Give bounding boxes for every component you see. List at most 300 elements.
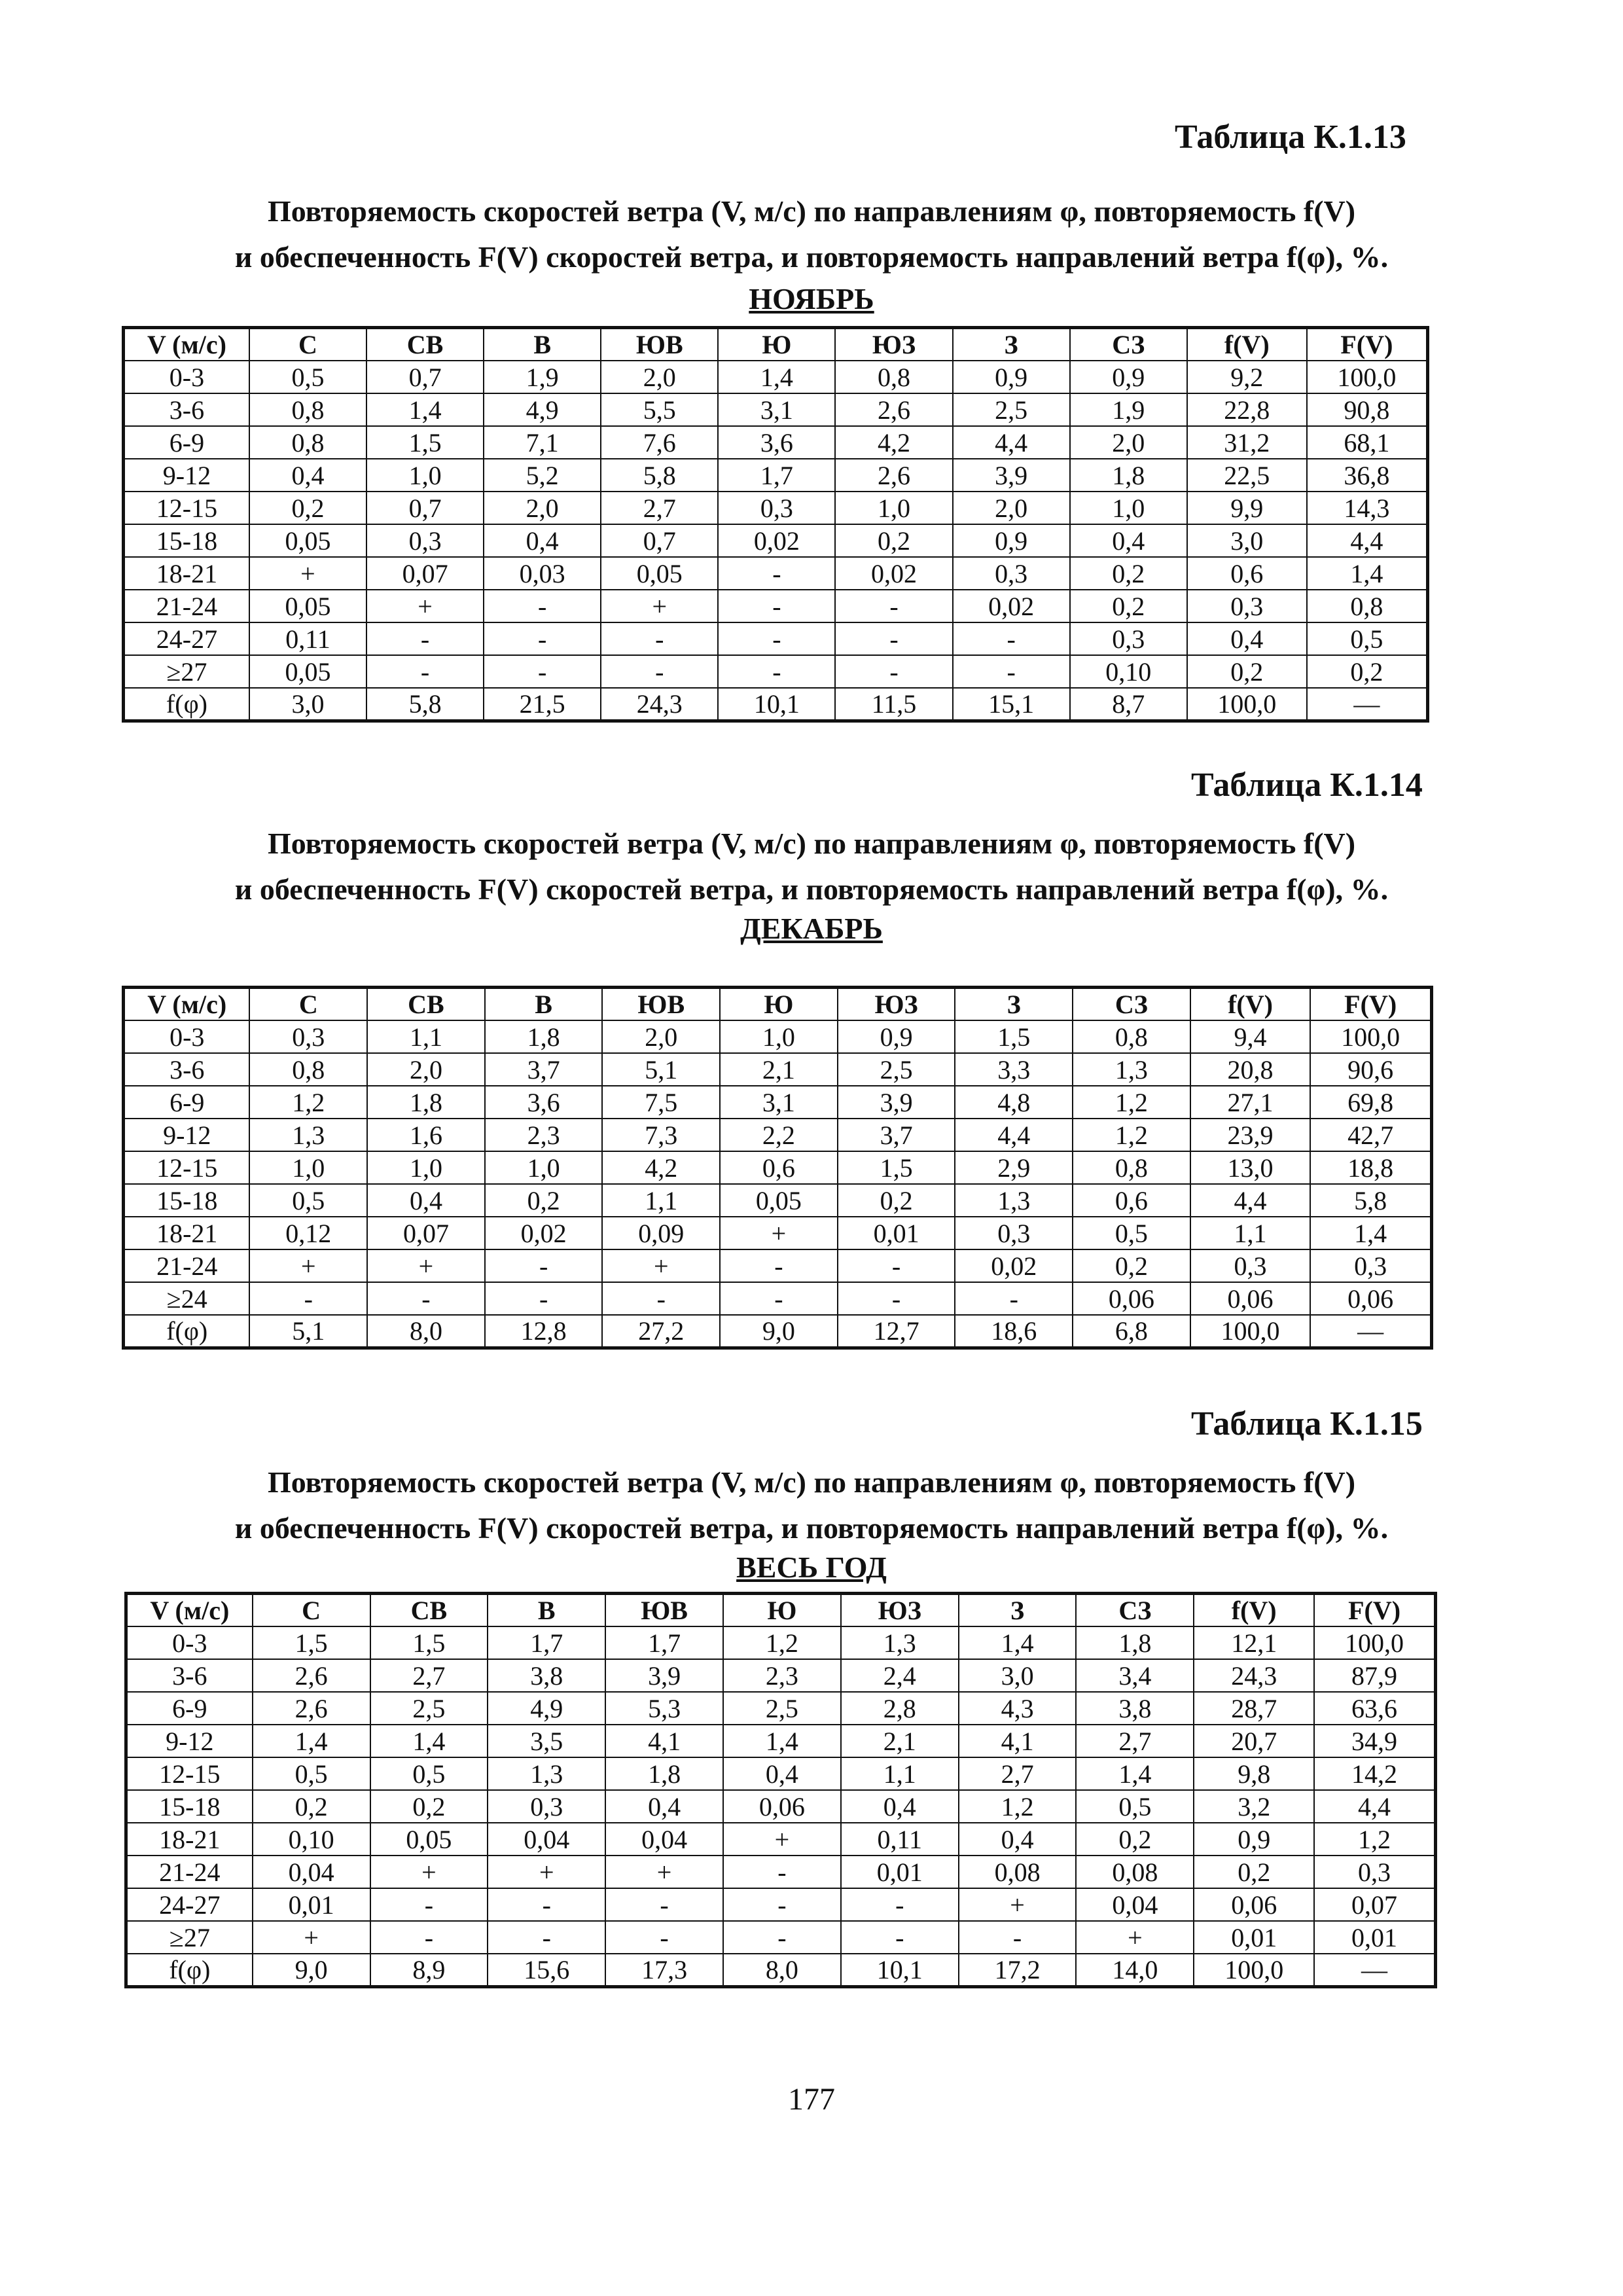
table-cell: 4,9: [488, 1692, 605, 1725]
table-cell: 1,7: [605, 1626, 723, 1659]
table-row: [126, 1757, 1436, 1790]
table-cell: 5,8: [601, 459, 718, 492]
row-label-cell: ≥27: [126, 1921, 253, 1954]
column-header: В: [484, 328, 601, 361]
row-label-cell: 6-9: [126, 1692, 253, 1725]
table-row: [124, 1053, 1432, 1086]
table-cell: +: [249, 1249, 367, 1282]
table-cell: -: [953, 655, 1070, 688]
table-cell: 8,0: [723, 1954, 841, 1987]
column-header: ЮВ: [602, 988, 720, 1021]
table-cell: 42,7: [1310, 1119, 1431, 1151]
table-cell: 10,1: [841, 1954, 959, 1987]
table-caption-line2: и обеспеченность F(V) скоростей ветра, и повторяемость направлений ветра f(φ), %.: [234, 1511, 1389, 1545]
table-cell: 3,7: [838, 1119, 955, 1151]
table-cell: 2,0: [1070, 426, 1187, 459]
table-cell: 0,4: [484, 524, 601, 557]
table-cell: 0,05: [249, 655, 366, 688]
table-cell: 1,4: [718, 361, 835, 393]
table-cell: -: [370, 1921, 488, 1954]
table-cell: 0,06: [1194, 1888, 1314, 1921]
page-number: 177: [788, 2082, 835, 2117]
table-cell: 0,2: [835, 524, 952, 557]
table-cell: 0,05: [249, 590, 366, 622]
table-cell: 15,6: [488, 1954, 605, 1987]
table-row: [124, 492, 1428, 524]
table-cell: 0,09: [602, 1217, 720, 1249]
table-cell: -: [484, 590, 601, 622]
table-cell: 27,1: [1190, 1086, 1311, 1119]
table-cell: 3,6: [718, 426, 835, 459]
table-cell: 1,5: [955, 1020, 1073, 1053]
table-cell: -: [366, 622, 484, 655]
table-cell: 9,0: [253, 1954, 370, 1987]
table-month: НОЯБРЬ: [749, 282, 874, 315]
table-cell: 8,9: [370, 1954, 488, 1987]
table-cell: 2,0: [484, 492, 601, 524]
table-cell: 0,4: [723, 1757, 841, 1790]
table-row: [124, 655, 1428, 688]
table-cell: 0,2: [1076, 1823, 1194, 1856]
row-label-cell: 15-18: [124, 1184, 250, 1217]
table-cell: 0,01: [1314, 1921, 1435, 1954]
table-cell: -: [720, 1249, 838, 1282]
table-cell: 1,3: [1073, 1053, 1190, 1086]
table-cell: 4,1: [959, 1725, 1077, 1757]
table-cell: 2,0: [601, 361, 718, 393]
column-header: Ю: [718, 328, 835, 361]
table-cell: 1,4: [1310, 1217, 1431, 1249]
table-cell: 4,1: [605, 1725, 723, 1757]
table-row: [126, 1790, 1436, 1823]
table-cell: 0,8: [835, 361, 952, 393]
row-label-cell: 0-3: [124, 361, 249, 393]
table-cell: +: [601, 590, 718, 622]
row-label-cell: ≥24: [124, 1282, 250, 1315]
table-cell: 1,2: [1314, 1823, 1435, 1856]
table-cell: 1,0: [1070, 492, 1187, 524]
table-cell: -: [835, 622, 952, 655]
table-cell: 24,3: [1194, 1659, 1314, 1692]
table-cell: 0,6: [1187, 557, 1307, 590]
table-cell: 0,9: [1194, 1823, 1314, 1856]
table-cell: 15,1: [953, 688, 1070, 721]
column-header: F(V): [1307, 328, 1428, 361]
row-label-cell: 12-15: [126, 1757, 253, 1790]
table-cell: 20,7: [1194, 1725, 1314, 1757]
table-cell: 0,8: [249, 426, 366, 459]
table-cell: 22,5: [1187, 459, 1307, 492]
table-cell: 27,2: [602, 1315, 720, 1348]
table-cell: 2,0: [953, 492, 1070, 524]
table-cell: 4,4: [1190, 1184, 1311, 1217]
table-cell: 2,7: [370, 1659, 488, 1692]
table-cell: -: [370, 1888, 488, 1921]
table-cell: 14,0: [1076, 1954, 1194, 1987]
column-header: Ю: [720, 988, 838, 1021]
column-header: ЮЗ: [841, 1594, 959, 1627]
table-cell: 5,1: [602, 1053, 720, 1086]
table-cell: 0,05: [720, 1184, 838, 1217]
table-cell: 21,5: [484, 688, 601, 721]
table-cell: 0,9: [1070, 361, 1187, 393]
table-caption-line1: Повторяемость скоростей ветра (V, м/с) по направлениям φ, повторяемость f(V): [267, 1465, 1356, 1499]
column-header: V (м/с): [124, 328, 249, 361]
row-label-cell: 0-3: [124, 1020, 250, 1053]
row-label-cell: 21-24: [126, 1856, 253, 1888]
table-cell: 0,3: [718, 492, 835, 524]
table-cell: 4,4: [1307, 524, 1428, 557]
table-cell: -: [601, 655, 718, 688]
table-cell: 87,9: [1314, 1659, 1435, 1692]
table-cell: 1,2: [1073, 1119, 1190, 1151]
table-cell: 3,6: [485, 1086, 603, 1119]
column-header: f(V): [1187, 328, 1307, 361]
column-header: V (м/с): [124, 988, 250, 1021]
column-header: С: [249, 988, 367, 1021]
table-cell: 0,10: [253, 1823, 370, 1856]
table-cell: 0,02: [718, 524, 835, 557]
table-cell: 0,5: [370, 1757, 488, 1790]
table-cell: -: [838, 1282, 955, 1315]
table-cell: 0,4: [1187, 622, 1307, 655]
table-row: [124, 426, 1428, 459]
table-cell: 0,6: [720, 1151, 838, 1184]
column-header: С: [249, 328, 366, 361]
row-label-cell: 9-12: [124, 1119, 250, 1151]
table-header-row: [124, 988, 1432, 1021]
table-cell: 0,4: [1070, 524, 1187, 557]
table-row: [124, 361, 1428, 393]
table-cell: 18,8: [1310, 1151, 1431, 1184]
table-cell: +: [1076, 1921, 1194, 1954]
table-cell: 3,5: [488, 1725, 605, 1757]
table-cell: —: [1310, 1315, 1431, 1348]
column-header: f(V): [1190, 988, 1311, 1021]
table-cell: 5,2: [484, 459, 601, 492]
table-cell: 1,1: [1190, 1217, 1311, 1249]
table-cell: -: [602, 1282, 720, 1315]
table-cell: 3,1: [718, 393, 835, 426]
table-cell: 63,6: [1314, 1692, 1435, 1725]
table-month: ВЕСЬ ГОД: [736, 1551, 887, 1584]
column-header: Ю: [723, 1594, 841, 1627]
table-cell: 100,0: [1314, 1626, 1435, 1659]
table-caption-line2: и обеспеченность F(V) скоростей ветра, и повторяемость направлений ветра f(φ), %.: [234, 872, 1389, 906]
table-cell: 1,4: [1076, 1757, 1194, 1790]
table-cell: 1,3: [955, 1184, 1073, 1217]
table-cell: 0,8: [249, 1053, 367, 1086]
table-cell: 0,8: [1073, 1020, 1190, 1053]
table-cell: 0,2: [249, 492, 366, 524]
table-cell: 2,4: [841, 1659, 959, 1692]
table-cell: 1,7: [718, 459, 835, 492]
table-cell: 1,4: [959, 1626, 1077, 1659]
table-cell: 1,0: [249, 1151, 367, 1184]
table-month: ДЕКАБРЬ: [740, 912, 883, 945]
column-header: F(V): [1314, 1594, 1435, 1627]
table-cell: 0,8: [1307, 590, 1428, 622]
table-label: Таблица К.1.15: [1191, 1405, 1423, 1443]
table-cell: 10,1: [718, 688, 835, 721]
table-cell: 2,1: [841, 1725, 959, 1757]
table-cell: 17,2: [959, 1954, 1077, 1987]
column-header: З: [955, 988, 1073, 1021]
table-cell: 1,6: [367, 1119, 485, 1151]
row-label-cell: f(φ): [124, 688, 249, 721]
table-cell: 0,3: [249, 1020, 367, 1053]
table-cell: 4,2: [602, 1151, 720, 1184]
table-cell: 0,2: [485, 1184, 603, 1217]
table-cell: 2,6: [253, 1659, 370, 1692]
table-row: [126, 1888, 1436, 1921]
table-cell: 2,5: [723, 1692, 841, 1725]
table-caption-line1: Повторяемость скоростей ветра (V, м/с) по направлениям φ, повторяемость f(V): [267, 194, 1356, 228]
table-cell: 0,4: [841, 1790, 959, 1823]
row-label-cell: 0-3: [126, 1626, 253, 1659]
table-cell: 5,1: [249, 1315, 367, 1348]
table-cell: +: [367, 1249, 485, 1282]
table-cell: 0,2: [1070, 590, 1187, 622]
column-header: СВ: [370, 1594, 488, 1627]
table-cell: 23,9: [1190, 1119, 1311, 1151]
column-header: V (м/с): [126, 1594, 253, 1627]
table-row: [124, 557, 1428, 590]
table-cell: 1,3: [488, 1757, 605, 1790]
table-caption-line1: Повторяемость скоростей ветра (V, м/с) по направлениям φ, повторяемость f(V): [267, 827, 1356, 860]
table-cell: 0,5: [249, 361, 366, 393]
table-cell: 0,3: [953, 557, 1070, 590]
table-cell: -: [601, 622, 718, 655]
table-cell: 0,06: [1310, 1282, 1431, 1315]
table-cell: 14,2: [1314, 1757, 1435, 1790]
table-cell: 0,2: [1194, 1856, 1314, 1888]
table-cell: 1,0: [366, 459, 484, 492]
table-row: [124, 459, 1428, 492]
table-cell: 69,8: [1310, 1086, 1431, 1119]
table-cell: 2,3: [723, 1659, 841, 1692]
table-cell: -: [835, 590, 952, 622]
table-cell: 3,4: [1076, 1659, 1194, 1692]
table-label: Таблица К.1.14: [1191, 766, 1423, 804]
table-cell: 0,04: [488, 1823, 605, 1856]
table-cell: -: [835, 655, 952, 688]
table-cell: -: [723, 1856, 841, 1888]
table-cell: 5,3: [605, 1692, 723, 1725]
table-cell: 2,0: [367, 1053, 485, 1086]
table-cell: 28,7: [1194, 1692, 1314, 1725]
table-cell: 2,5: [370, 1692, 488, 1725]
table-cell: 0,9: [838, 1020, 955, 1053]
table-cell: 0,05: [370, 1823, 488, 1856]
table-cell: 1,2: [959, 1790, 1077, 1823]
table-cell: 0,05: [249, 524, 366, 557]
table-cell: 0,02: [955, 1249, 1073, 1282]
table-cell: +: [602, 1249, 720, 1282]
column-header: СВ: [367, 988, 485, 1021]
table-cell: 8,7: [1070, 688, 1187, 721]
table-cell: 1,2: [249, 1086, 367, 1119]
table-cell: 0,5: [249, 1184, 367, 1217]
table-cell: 0,2: [253, 1790, 370, 1823]
table-cell: 0,2: [1073, 1249, 1190, 1282]
table-cell: 0,4: [249, 459, 366, 492]
table-cell: 9,0: [720, 1315, 838, 1348]
row-label-cell: 24-27: [126, 1888, 253, 1921]
table-cell: -: [723, 1888, 841, 1921]
table-cell: 3,2: [1194, 1790, 1314, 1823]
table-cell: 0,3: [1187, 590, 1307, 622]
table-cell: 0,2: [1307, 655, 1428, 688]
table-cell: -: [366, 655, 484, 688]
table-cell: 0,8: [1073, 1151, 1190, 1184]
column-header: ЮЗ: [838, 988, 955, 1021]
table-cell: 0,3: [1314, 1856, 1435, 1888]
column-header: СЗ: [1070, 328, 1187, 361]
table-cell: 9,4: [1190, 1020, 1311, 1053]
table-cell: -: [718, 655, 835, 688]
table-cell: 0,01: [838, 1217, 955, 1249]
table-row: [124, 1184, 1432, 1217]
table-cell: -: [718, 622, 835, 655]
table-cell: 0,03: [484, 557, 601, 590]
table-cell: 0,06: [1073, 1282, 1190, 1315]
table-cell: -: [841, 1888, 959, 1921]
table-cell: 0,06: [723, 1790, 841, 1823]
table-caption-line2: и обеспеченность F(V) скоростей ветра, и повторяемость направлений ветра f(φ), %.: [234, 240, 1389, 274]
table-cell: 0,5: [1073, 1217, 1190, 1249]
table-cell: 1,9: [484, 361, 601, 393]
table-cell: 2,7: [601, 492, 718, 524]
table-cell: 17,3: [605, 1954, 723, 1987]
table-cell: 2,6: [835, 393, 952, 426]
table-cell: -: [841, 1921, 959, 1954]
table-cell: 3,9: [605, 1659, 723, 1692]
table-row: [126, 1856, 1436, 1888]
row-label-cell: 3-6: [124, 1053, 250, 1086]
column-header: С: [253, 1594, 370, 1627]
column-header: З: [953, 328, 1070, 361]
table-row: [126, 1626, 1436, 1659]
table-cell: -: [484, 622, 601, 655]
row-label-cell: 9-12: [126, 1725, 253, 1757]
row-label-cell: f(φ): [124, 1315, 250, 1348]
table-cell: 2,3: [485, 1119, 603, 1151]
table-cell: 14,3: [1307, 492, 1428, 524]
row-label-cell: 6-9: [124, 1086, 250, 1119]
table-cell: -: [718, 590, 835, 622]
table-cell: 5,5: [601, 393, 718, 426]
table-cell: 3,0: [1187, 524, 1307, 557]
table-cell: 0,06: [1190, 1282, 1311, 1315]
table-row: [124, 1119, 1432, 1151]
column-header: ЮЗ: [835, 328, 952, 361]
table-cell: 4,2: [835, 426, 952, 459]
table-cell: -: [955, 1282, 1073, 1315]
table-cell: 0,08: [1076, 1856, 1194, 1888]
row-label-cell: 9-12: [124, 459, 249, 492]
table-cell: 0,7: [366, 492, 484, 524]
data-table: [122, 986, 1433, 1350]
table-cell: 9,9: [1187, 492, 1307, 524]
table-cell: 5,8: [366, 688, 484, 721]
table-cell: 20,8: [1190, 1053, 1311, 1086]
table-cell: 0,02: [485, 1217, 603, 1249]
table-cell: 22,8: [1187, 393, 1307, 426]
column-header: F(V): [1310, 988, 1431, 1021]
table-cell: 0,01: [253, 1888, 370, 1921]
table-cell: -: [249, 1282, 367, 1315]
table-cell: 1,8: [367, 1086, 485, 1119]
table-cell: 2,7: [959, 1757, 1077, 1790]
table-cell: 0,5: [1307, 622, 1428, 655]
table-row: [124, 524, 1428, 557]
row-label-cell: 12-15: [124, 492, 249, 524]
table-cell: 3,9: [953, 459, 1070, 492]
table-cell: 3,1: [720, 1086, 838, 1119]
column-header: ЮВ: [601, 328, 718, 361]
row-label-cell: 15-18: [126, 1790, 253, 1823]
table-header-row: [126, 1594, 1436, 1627]
table-row: [126, 1823, 1436, 1856]
table-row: [126, 1921, 1436, 1954]
table-cell: 1,5: [366, 426, 484, 459]
table-cell: 12,1: [1194, 1626, 1314, 1659]
table-cell: -: [953, 622, 1070, 655]
table-cell: 0,5: [253, 1757, 370, 1790]
column-header: З: [959, 1594, 1077, 1627]
table-cell: 2,6: [835, 459, 952, 492]
row-label-cell: 12-15: [124, 1151, 250, 1184]
table-row: [124, 1151, 1432, 1184]
table-cell: 12,8: [485, 1315, 603, 1348]
table-header-row: [124, 328, 1428, 361]
table-cell: 0,02: [835, 557, 952, 590]
column-header: СВ: [366, 328, 484, 361]
table-cell: 0,2: [1187, 655, 1307, 688]
table-cell: 2,8: [841, 1692, 959, 1725]
table-cell: 1,8: [1070, 459, 1187, 492]
table-cell: 1,5: [370, 1626, 488, 1659]
table-cell: 0,07: [1314, 1888, 1435, 1921]
table-cell: +: [370, 1856, 488, 1888]
table-cell: 1,4: [370, 1725, 488, 1757]
table-cell: 6,8: [1073, 1315, 1190, 1348]
table-cell: —: [1314, 1954, 1435, 1987]
table-cell: 1,5: [253, 1626, 370, 1659]
table-cell: 1,0: [485, 1151, 603, 1184]
table-cell: 0,9: [953, 524, 1070, 557]
table-cell: -: [718, 557, 835, 590]
table-cell: 3,9: [838, 1086, 955, 1119]
table-row: [124, 393, 1428, 426]
table-cell: +: [249, 557, 366, 590]
table-cell: 100,0: [1310, 1020, 1431, 1053]
table-cell: 100,0: [1307, 361, 1428, 393]
table-cell: 11,5: [835, 688, 952, 721]
table-cell: -: [959, 1921, 1077, 1954]
table-cell: 0,02: [953, 590, 1070, 622]
table-cell: 0,4: [605, 1790, 723, 1823]
table-cell: 4,4: [955, 1119, 1073, 1151]
table-cell: 1,0: [367, 1151, 485, 1184]
table-row: [124, 1217, 1432, 1249]
table-cell: 0,04: [1076, 1888, 1194, 1921]
table-cell: 3,8: [488, 1659, 605, 1692]
table-cell: 1,1: [367, 1020, 485, 1053]
table-cell: 2,1: [720, 1053, 838, 1086]
table-cell: 7,6: [601, 426, 718, 459]
